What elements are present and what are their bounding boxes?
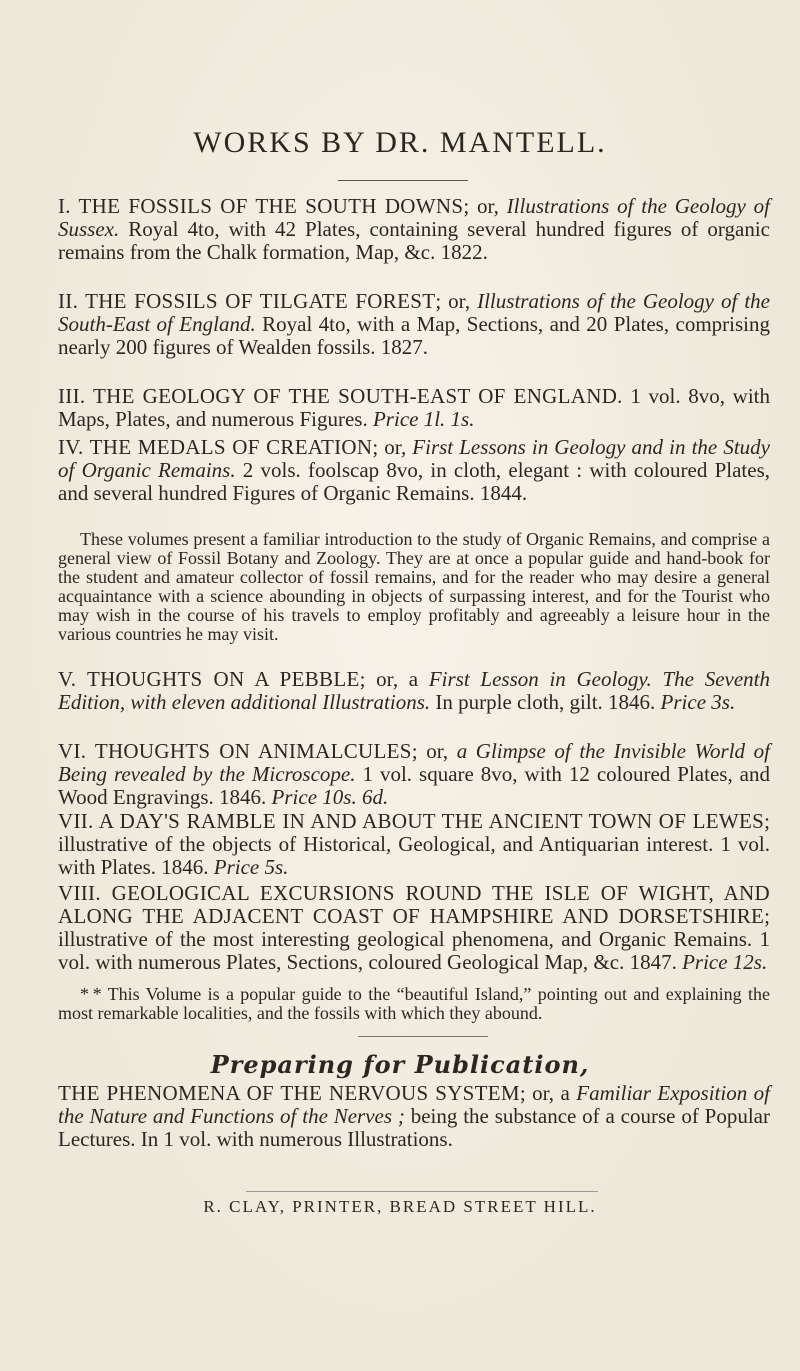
footer-rule bbox=[246, 1191, 598, 1192]
entry-7 bbox=[58, 810, 770, 879]
entry-5-sep: ; or, a bbox=[359, 667, 429, 691]
entry-8-price: Price 12s. bbox=[676, 950, 768, 974]
printer-imprint: R. CLAY, PRINTER, BREAD STREET HILL. bbox=[203, 1197, 597, 1216]
entry-7-price: Price 5s. bbox=[208, 855, 289, 879]
entry-5-price: Price 3s. bbox=[655, 690, 736, 714]
entry-2-subtitle: Illustrations of the Geology of the South-East of England. bbox=[58, 289, 770, 336]
entry-5-details: In purple cloth, gilt. 1846. bbox=[430, 690, 656, 714]
entry-1-details: Royal 4to, with 42 Plates, containing several hundred figures of organic remains from the Chalk formation, Map, &c. 1822. bbox=[58, 217, 770, 264]
entry-8-details: illustrative of the most interesting geological phenomena, and Organic Remains. 1 vol. with numerous Plates, Sections, coloured Geological Map, &c. 1847. bbox=[58, 927, 770, 974]
note-wight: * * This Volume is a popular guide to the “beautiful Island,” pointing out and explaining the most remarkable localities, and the fossils with which they abound. bbox=[58, 984, 770, 1023]
entry-4-sep: ; or, bbox=[372, 435, 413, 459]
entry-5 bbox=[58, 668, 770, 714]
entry-3 bbox=[58, 385, 770, 431]
entry-2-details: Royal 4to, with a Map, Sections, and 20 Plates, comprising nearly 200 figures of Wealden fossils. 1827. bbox=[58, 312, 770, 359]
entry-1-title: I. THE FOSSILS OF THE SOUTH DOWNS bbox=[58, 194, 464, 218]
preparing-title: THE PHENOMENA OF THE NERVOUS SYSTEM bbox=[58, 1081, 520, 1105]
preparing-entry bbox=[58, 1082, 770, 1151]
entry-6-title: VI. THOUGHTS ON ANIMALCULES bbox=[58, 739, 412, 763]
entry-1-subtitle: Illustrations of the Geology of Sussex. bbox=[58, 194, 770, 241]
entry-5-subtitle: First Lesson in Geology. The Seventh Edition, with eleven additional Illustrations. bbox=[58, 667, 770, 714]
entry-7-title: VII. A DAY'S RAMBLE IN AND ABOUT THE ANCIENT TOWN OF LEWES bbox=[58, 809, 765, 833]
title-rule bbox=[338, 180, 468, 181]
preparing-subtitle: Familiar Exposition of the Nature and Functions of the Nerves ; bbox=[58, 1081, 771, 1128]
entry-3-title: III. THE GEOLOGY OF THE SOUTH-EAST OF ENGLAND. bbox=[58, 384, 623, 408]
entry-6-price: Price 10s. 6d. bbox=[266, 785, 389, 809]
entry-5-title: V. THOUGHTS ON A PEBBLE bbox=[58, 667, 360, 691]
entry-6-sep: ; or, bbox=[411, 739, 457, 763]
preparing-heading: Preparing for Publication, bbox=[210, 1050, 590, 1079]
entry-3-price: Price 1l. 1s. bbox=[367, 407, 475, 431]
entry-8-title: VIII. GEOLOGICAL EXCURSIONS ROUND THE ISLE OF WIGHT, AND ALONG THE ADJACENT COAST OF HAMPSHIRE AND DORSETSHIRE bbox=[58, 881, 770, 928]
entry-8-sep: ; bbox=[764, 904, 770, 928]
entry-8 bbox=[58, 882, 770, 974]
entry-6 bbox=[58, 740, 770, 809]
page-title: WORKS BY DR. MANTELL. bbox=[193, 126, 607, 159]
entry-2-title: II. THE FOSSILS OF TILGATE FOREST bbox=[58, 289, 436, 313]
entry-3-details: 1 vol. 8vo, with Maps, Plates, and numerous Figures. bbox=[58, 384, 770, 431]
entry-6-subtitle: a Glimpse of the Invisible World of Being revealed by the Microscope. bbox=[58, 739, 770, 786]
entry-2 bbox=[58, 290, 770, 359]
entry-4-subtitle: First Lessons in Geology and in the Study of Organic Remains. bbox=[58, 435, 770, 482]
entry-4-title: IV. THE MEDALS OF CREATION bbox=[58, 435, 373, 459]
entry-1 bbox=[58, 195, 770, 264]
entry-2-sep: ; or, bbox=[435, 289, 478, 313]
entry-1-sep: ; or, bbox=[463, 194, 507, 218]
entry-7-sep: ; bbox=[764, 809, 770, 833]
section-rule bbox=[358, 1036, 488, 1037]
entry-4-details: 2 vols. foolscap 8vo, in cloth, elegant : with coloured Plates, and several hundred Figures of Organic Remains. 1844. bbox=[58, 458, 770, 505]
entry-4 bbox=[58, 436, 770, 505]
note-medals: These volumes present a familiar introduction to the study of Organic Remains, and comprise a general view of Fossil Botany and Zoology. They are at once a popular guide and hand-book for the student and amateur collector of fossil remains, and for the reader who may desire a general acquaintance with a science abounding in objects of surpassing interest, and for the Tourist who may wish in the course of his travels to employ profitably and agreeably a leisure hour in the various countries he may visit. bbox=[58, 529, 770, 644]
entry-7-details: illustrative of the objects of Historical, Geological, and Antiquarian interest. 1 vol. with Plates. 1846. bbox=[58, 832, 770, 879]
preparing-sep: ; or, a bbox=[519, 1081, 577, 1105]
preparing-details: being the substance of a course of Popular Lectures. In 1 vol. with numerous Illustrations. bbox=[58, 1104, 770, 1151]
entry-6-details: 1 vol. square 8vo, with 12 coloured Plates, and Wood Engravings. 1846. bbox=[58, 762, 770, 809]
